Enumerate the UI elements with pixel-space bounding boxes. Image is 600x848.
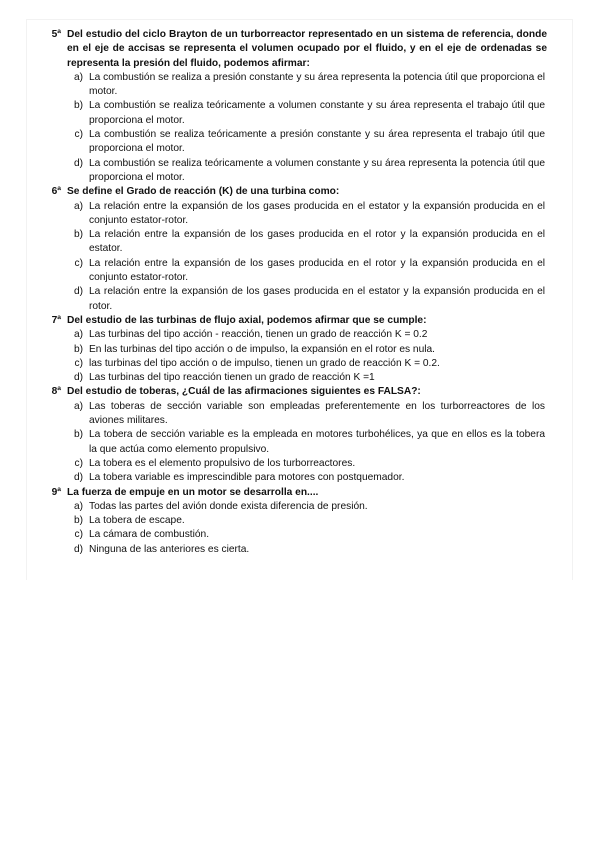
option-letter: d) — [73, 286, 83, 298]
option-a — [27, 500, 572, 514]
option-text: La relación entre la expansión de los gases producida en el rotor y la expansión producida en el conjunto estator-rotor. — [89, 257, 545, 284]
option-text: La tobera de sección variable es la empleada en motores turbohélices, ya que en ellos es la tobera la que actúa como elemento propulsivo. — [89, 429, 545, 455]
option-text: La combustión se realiza a presión constante y su área representa la potencia útil que proporciona el motor. — [89, 71, 545, 98]
option-text: La relación entre la expansión de los gases producida en el estator y la expansión producida en el rotor. — [89, 286, 545, 312]
option-text: La combustión se realiza teóricamente a presión constante y su área representa el trabajo útil que proporciona el motor. — [89, 129, 545, 155]
option-letter: d) — [73, 472, 83, 484]
question-text: Del estudio del ciclo Brayton de un turborreactor representado en un sistema de referencia, donde en el eje de accisas se representa el volumen ocupado por el fluido, y en el eje de ordenadas se representa la presión del fluido, podemos afirmar: — [67, 29, 547, 69]
option-letter: b) — [73, 515, 83, 527]
option-text: La tobera variable es imprescindible para motores con postquemador. — [89, 472, 405, 484]
question-number: 5ª — [51, 29, 61, 40]
option-letter: a) — [73, 200, 83, 212]
option-text: las turbinas del tipo acción o de impulso, tienen un grado de reacción K = 0.2. — [89, 357, 440, 369]
option-a — [27, 71, 572, 100]
question-7 — [27, 314, 572, 385]
option-b — [27, 428, 572, 457]
option-letter: d) — [73, 543, 83, 555]
question-number: 6ª — [51, 186, 61, 198]
option-letter: a) — [73, 500, 83, 512]
question-8 — [27, 385, 572, 485]
option-text: La relación entre la expansión de los gases producida en el rotor y la expansión producida en el estator. — [89, 229, 545, 255]
option-text: Todas las partes del avión donde exista diferencia de presión. — [89, 500, 368, 512]
option-text: La combustión se realiza teóricamente a volumen constante y su área representa el trabajo útil que proporciona el motor. — [89, 100, 545, 126]
option-letter: c) — [74, 357, 83, 369]
option-a — [27, 328, 572, 342]
option-b — [27, 228, 572, 257]
option-letter: b) — [73, 343, 83, 355]
option-c — [27, 457, 572, 471]
option-b — [27, 514, 572, 528]
option-text: La tobera es el elemento propulsivo de los turborreactores. — [89, 457, 356, 469]
option-text: Las toberas de sección variable son empleadas preferentemente en los turborreactores de los aviones militares. — [89, 400, 545, 427]
option-c — [27, 357, 572, 371]
option-text: La tobera de escape. — [89, 515, 185, 527]
option-a — [27, 400, 572, 429]
option-letter: b) — [73, 100, 83, 112]
option-b — [27, 343, 572, 357]
option-letter: b) — [73, 429, 83, 441]
option-letter: b) — [73, 229, 83, 241]
option-text: La cámara de combustión. — [89, 529, 210, 541]
question-list — [27, 28, 572, 557]
option-text: En las turbinas del tipo acción o de impulso, la expansión en el rotor es nula. — [89, 343, 436, 355]
option-d — [27, 471, 572, 485]
option-b — [27, 99, 572, 128]
question-9 — [27, 486, 572, 557]
option-letter: c) — [74, 529, 83, 541]
option-text: Las turbinas del tipo acción - reacción, tienen un grado de reacción K = 0.2 — [89, 329, 428, 341]
question-text: Del estudio de las turbinas de flujo axial, podemos afirmar que se cumple: — [67, 314, 427, 326]
option-letter: a) — [73, 329, 83, 341]
option-d — [27, 157, 572, 186]
question-text: Se define el Grado de reacción (K) de una turbina como: — [67, 186, 340, 198]
question-5 — [27, 28, 572, 185]
option-letter: d) — [73, 157, 83, 169]
option-letter: c) — [74, 457, 83, 469]
option-letter: c) — [74, 129, 83, 141]
question-number: 7ª — [51, 314, 61, 326]
question-number: 8ª — [51, 386, 61, 398]
option-text: Ninguna de las anteriores es cierta. — [89, 543, 250, 555]
option-c — [27, 528, 572, 542]
option-letter: a) — [73, 71, 83, 83]
option-a — [27, 200, 572, 229]
question-text: La fuerza de empuje en un motor se desarrolla en.... — [67, 486, 319, 498]
question-number: 9ª — [51, 486, 61, 498]
question-6 — [27, 185, 572, 314]
option-c — [27, 128, 572, 157]
question-text: Del estudio de toberas, ¿Cuál de las afirmaciones siguientes es FALSA?: — [67, 386, 421, 398]
option-letter: d) — [73, 372, 83, 384]
blank-page-area — [0, 580, 600, 848]
option-d — [27, 543, 572, 557]
option-text: Las turbinas del tipo reacción tienen un grado de reacción K =1 — [89, 372, 375, 384]
option-text: La relación entre la expansión de los gases producida en el estator y la expansión producida en el conjunto estator-rotor. — [89, 200, 545, 226]
option-letter: c) — [74, 257, 83, 269]
option-d — [27, 371, 572, 385]
option-d — [27, 285, 572, 314]
option-text: La combustión se realiza teóricamente a volumen constante y su área representa la potencia útil que proporciona el motor. — [89, 157, 545, 183]
option-letter: a) — [73, 400, 83, 412]
document-page — [27, 20, 572, 580]
option-c — [27, 257, 572, 286]
